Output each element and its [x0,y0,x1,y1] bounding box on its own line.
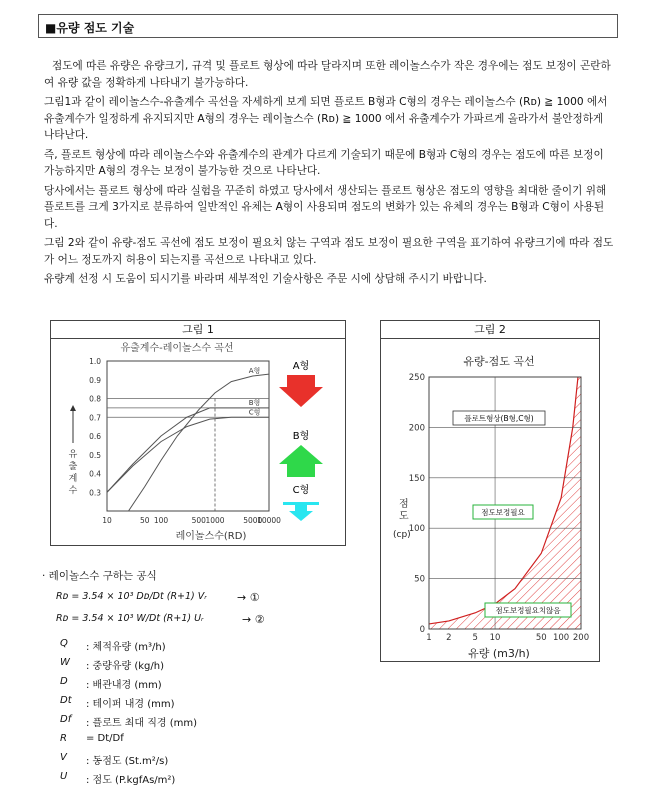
chart1-series-line [107,417,269,492]
formula-eq1-text: Rᴅ = 3.54 × 10³ Dᴅ/Dt (R+1) Vᵣ [56,591,207,602]
chart1-ytick: 0.4 [89,469,101,479]
legend-b [279,429,323,477]
variable-row [60,771,197,790]
annotation-float-shape [453,411,545,425]
figure-1-caption: 그림 1 [51,321,345,339]
formula-eq2 [42,613,372,635]
chart1-ylabel-char: 출 [68,462,78,472]
variable-row [60,752,197,771]
formula-eq2-mark: → ② [242,613,265,626]
chart2-xtick: 200 [572,633,590,643]
variable-desc: : 점도 (P.kgfAs/m²) [86,775,176,786]
chart2-xlabel: 유량 (m3/h) [468,647,530,660]
chart1-series-label: C형 [248,408,261,417]
chart1-ytick: 0.5 [89,450,101,460]
chart2-ylabel-2: (cp) [393,530,411,540]
chart1-xtick: 50 [139,516,150,525]
variable-row [60,638,197,657]
chart1-xtick: 5000 [243,516,263,525]
chart1-ytick: 0.7 [89,413,101,423]
variable-desc: : 체적유량 (m³/h) [86,642,166,653]
chart1-series-label: A형 [248,367,261,375]
variable-symbol: Q [60,638,68,649]
variable-symbol: Dt [60,695,72,706]
variable-symbol: V [60,752,67,763]
variable-desc: : 배관내경 (mm) [86,680,162,691]
chart1-ylabel-char: 수 [68,486,78,496]
annotation-correction-needed-text: 점도보정필요 [481,508,525,517]
chart1-ylabel-char: 유 [68,450,78,460]
variable-symbol: R [60,733,67,744]
formula-heading: · 레이놀스수 구하는 공식 [42,570,157,582]
variable-row [60,695,197,714]
figure-2-caption: 그림 2 [381,321,599,339]
chart1-ytick: 0.9 [89,375,101,385]
chart1-series-label: B형 [248,398,261,407]
variable-desc: = Dt/Df [86,733,124,744]
chart1-series-line [128,374,269,511]
chart1-ylabel-char: 계 [68,474,78,484]
legend-b-label: B형 [292,431,310,442]
variable-desc: : 동점도 (St.m²/s) [86,756,169,767]
flow-viscosity-chart [381,339,599,661]
chart2-xtick: 2 [446,633,452,643]
paragraph-3: 즉, 플로트 형상에 따라 레이놀스수와 유출계수의 관계가 다르게 기술되기 때문에 B형과 C형의 경우는 점도에 따른 보정이 가능하지만 A형의 경우는 보정이 불가능한 것으로 나타난다. [44,148,604,177]
chart2-xtick: 5 [472,633,478,643]
chart2-xtick: 50 [535,633,547,643]
legend-b-arrow-icon [279,445,323,477]
body-text [44,58,616,291]
chart2-title: 유량-점도 곡선 [463,355,535,368]
chart1-ytick: 1.0 [89,357,101,366]
chart2-ytick: 150 [408,473,425,484]
paragraph-2: 그림1과 같이 레이놀스수-유출계수 곡선을 자세하게 보게 되면 플로트 B형과 C형의 경우는 레이놀스수 (Rᴅ) ≧ 1000 에서 유출계수가 일정하게 유지되지만 A형의 경우는 레이놀스수 (Rᴅ) ≧ 1000 에서 유출계수가 가파르게 올라가서 불안정하게 나타난다. [44,96,608,141]
legend-c-arrow-icon [283,502,319,521]
chart2-ytick: 100 [408,524,425,535]
paragraph-4: 당사에서는 플로트 형상에 따라 실험을 꾸준히 하였고 당사에서 생산되는 플로트 형상은 점도의 영향을 최대한 줄이기 위해 플로트를 크게 3가지로 분류하여 일반적인 유체는 A형이 사용되며 점도의 변화가 있는 유체의 경우는 B형과 C형이 사용된다. [44,184,607,230]
annotation-correction-not-needed-text: 점도보정필요치않음 [495,606,561,615]
variable-desc: : 플로트 최대 직경 (mm) [86,718,197,729]
chart1-xtick: 500 [191,516,206,525]
variable-symbol: U [60,771,68,782]
paragraph-5: 그림 2와 같이 유량-점도 곡선에 점도 보정이 필요치 않는 구역과 점도 보정이 필요한 구역을 표기하여 유량크기에 따라 점도가 어느 정도까지 허용이 되는지를 곡선으로 나타내고 있다. [44,237,614,266]
chart1-xtick: 1000 [205,516,225,525]
variable-symbol: Df [60,714,72,725]
variable-desc: : 중량유량 (kg/h) [86,661,165,672]
figure-1 [50,320,346,546]
variable-row [60,733,197,752]
paragraph-6: 유량계 선정 시 도움이 되시기를 바라며 세부적인 기술사항은 주문 시에 상담해 주시기 바랍니다. [44,273,487,285]
chart2-xtick: 100 [552,633,570,643]
chart1-series-line [107,408,269,492]
discharge-coefficient-chart [51,339,345,545]
figure-2 [380,320,600,662]
chart2-xtick: 1 [426,633,432,643]
chart1-ytick: 0.8 [89,394,101,404]
chart1-ytick: 0.3 [89,488,101,498]
variable-row [60,657,197,676]
formula-eq2-text: Rᴅ = 3.54 × 10³ W/Dt (R+1) Uᵣ [56,613,204,624]
variable-desc: : 테이퍼 내경 (mm) [86,699,175,710]
chart2-ytick: 50 [414,574,425,585]
chart1-xlabel: 레이놀스수(RD) [175,531,247,542]
annotation-correction-not-needed [485,603,571,617]
formula-eq1 [42,591,372,613]
legend-c [283,483,319,521]
variable-symbol: D [60,676,68,687]
chart1-frame [107,361,269,511]
chart1-ylabel [69,405,78,496]
chart2-xtick: 10 [489,633,501,643]
formula-eq1-mark: → ① [237,591,260,604]
chart2-ylabel-1: 점 도 [399,499,409,522]
section-title: ■유량 점도 기술 [38,14,618,38]
chart2-ytick: 250 [408,373,425,383]
chart2-ytick: 0 [419,625,425,635]
variable-list [60,638,197,790]
chart1-xtick: 10 [102,516,112,525]
legend-a-label: A형 [292,361,310,372]
chart2-ytick: 200 [408,423,425,434]
chart1-ytick: 0.6 [89,432,101,441]
legend-a [279,359,323,407]
variable-row [60,676,197,695]
variable-symbol: W [60,657,70,668]
legend-c-label: C형 [292,485,310,496]
variable-row [60,714,197,733]
annotation-float-shape-text: 플로트형상(B형,C형) [464,414,534,423]
chart1-xtick: 100 [153,516,169,525]
legend-a-arrow-icon [279,375,323,407]
annotation-correction-needed [473,505,533,519]
chart1-title: 유출계수-레이놀스수 곡선 [120,343,234,354]
formula-section [42,568,372,635]
paragraph-1: 점도에 따른 유량은 유량크기, 규격 및 플로트 형상에 따라 달라지며 또한 레이놀스수가 작은 경우에는 점도 보정이 곤란하여 유량 값을 정확하게 나타내기 불가능하다. [44,60,611,89]
chart1-xtick: 10000 [257,516,281,525]
